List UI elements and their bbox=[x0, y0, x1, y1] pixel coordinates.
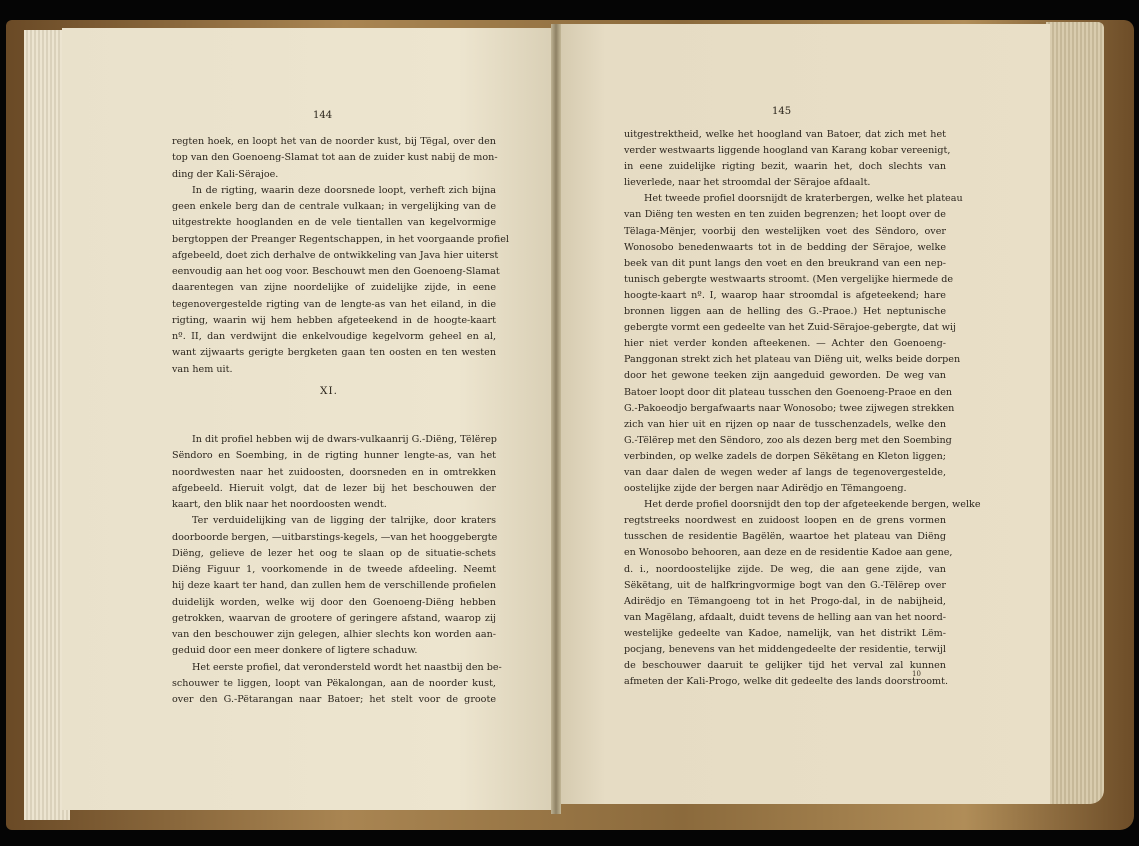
text-line: verder westwaarts liggende hoogland van Karang kobar vereenigt, bbox=[624, 145, 951, 157]
text-line: tegenovergestelde rigting van de lengte-as van het eiland, in die bbox=[172, 298, 496, 310]
right-page-text bbox=[624, 127, 981, 690]
text-line: zich van hier uit en rijzen op naar de tusschenzadels, welke den bbox=[624, 418, 946, 430]
text-line: Diëng Figuur 1, voorkomende in de tweede afdeeling. Neemt bbox=[172, 564, 496, 575]
paragraph bbox=[624, 497, 981, 690]
text-line: geen enkele berg dan de centrale vulkaan; in vergelijking van de bbox=[172, 201, 496, 212]
text-line: bergtoppen der Preanger Regentschappen, in het voorgaande profiel bbox=[172, 233, 509, 245]
text-line: hoogte-kaart nº. I, waarop haar stroomdal is afgeteekend; hare bbox=[624, 289, 946, 301]
text-line: Wonosobo benedenwaarts tot in de bedding der Sërajoe, welke bbox=[624, 241, 946, 253]
paragraph bbox=[172, 134, 496, 183]
text-line: afgebeeld. Hieruit volgt, dat de lezer bij het beschouwen der bbox=[172, 482, 496, 494]
text-line: G.-Pakoeodjo bergafwaarts naar Wonosobo; twee zijwegen strekken bbox=[624, 402, 955, 414]
text-line: van hem uit. bbox=[172, 363, 233, 375]
text-line: afmeten der Kali-Progo, welke dit gedeelte des lands doorstroomt. bbox=[624, 676, 949, 688]
text-line: in eene zuidelijke rigting bezit, waarin het, doch slechts van bbox=[624, 161, 946, 173]
text-line: Adirëdjo en Tëmangoeng tot in het Progo-dal, in de nabijheid, bbox=[624, 595, 946, 607]
text-line: van daar dalen de wegen weder af langs de tegenovergestelde, bbox=[624, 466, 946, 478]
text-line: uitgestrekte hooglanden en de vele tientallen van kegelvormige bbox=[172, 217, 496, 229]
text-line: Ter verduidelijking van de ligging der talrijke, door kraters bbox=[192, 515, 496, 527]
left-page-text-bottom bbox=[172, 432, 502, 708]
text-line: en Wonosobo behooren, aan deze en de residentie Kadoe aan gene, bbox=[624, 547, 953, 559]
text-line: Tëlaga-Mënjer, voorbij den westelijken voet des Sëndoro, over bbox=[624, 225, 946, 237]
text-line: Sëndoro en Soembing, in de rigting hunner lengte-as, van het bbox=[172, 450, 496, 462]
text-line: pocjang, benevens van het middengedeelte der residentie, terwijl bbox=[624, 644, 946, 655]
paragraph bbox=[624, 191, 963, 497]
text-line: Panggonan strekt zich het plateau van Diëng uit, welks beide dorpen bbox=[624, 354, 961, 366]
left-page-number: 144 bbox=[313, 110, 333, 121]
left-page-text-top bbox=[172, 134, 509, 378]
right-page-stack bbox=[1046, 22, 1104, 804]
text-line: uitgestrektheid, welke het hoogland van Batoer, dat zich met het bbox=[624, 129, 946, 140]
right-page-number: 145 bbox=[772, 106, 792, 117]
text-line: noordwesten naar het zuidoosten, doorsneden en in omtrekken bbox=[172, 466, 496, 478]
text-line: d. i., noordoostelijke zijde. De weg, die aan gene zijde, van bbox=[624, 563, 946, 575]
text-line: top van den Goenoeng-Slamat tot aan de zuider kust nabij de mon- bbox=[172, 152, 498, 164]
text-line: Het eerste profiel, dat verondersteld wordt het naastbij den be- bbox=[192, 661, 502, 673]
text-line: In dit profiel hebben wij de dwars-vulkaanrij G.-Diëng, Tëlërep bbox=[192, 434, 497, 445]
text-line: van Magëlang, afdaalt, duidt tevens de helling aan van het noord- bbox=[624, 611, 946, 623]
signature-mark: 10 bbox=[912, 670, 921, 678]
text-line: rigting, waarin wij hem hebben afgeteekend in de hoogte-kaart bbox=[172, 314, 496, 326]
text-line: de beschouwer daaruit te gelijker tijd het verval zal kunnen bbox=[624, 660, 946, 672]
text-line: nº. II, dan verdwijnt die enkelvoudige kegelvorm geheel en al, bbox=[172, 331, 496, 342]
text-line: bronnen liggen aan de helling des G.-Praoe.) Het neptunische bbox=[624, 306, 946, 318]
text-line: getrokken, waarvan de grootere of geringere afstand, waarop zij bbox=[172, 612, 496, 624]
text-line: lieverlede, naar het stroomdal der Sërajoe afdaalt. bbox=[624, 177, 871, 189]
text-line: schouwer te liggen, loopt van Pëkalongan, aan de noorder kust, bbox=[172, 677, 496, 689]
text-line: daarentegen van zijne noordelijke of zuidelijke zijde, in eene bbox=[172, 282, 496, 294]
text-line: gebergte vormt een gedeelte van het Zuid-Sërajoe-gebergte, dat wij bbox=[624, 322, 956, 334]
text-line: kaart, den blik naar het noordoosten wendt. bbox=[172, 499, 387, 510]
text-line: van den beschouwer zijn gelegen, alhier slechts kon worden aan- bbox=[172, 629, 496, 640]
text-line: tusschen de residentie Bagëlën, waartoe het plateau van Diëng bbox=[624, 531, 946, 543]
text-line: Het derde profiel doorsnijdt den top der afgeteekende bergen, welke bbox=[644, 499, 981, 511]
text-line: G.-Tëlërep met den Sëndoro, zoo als dezen berg met den Soembing bbox=[624, 434, 952, 446]
text-line: westelijke gedeelte van Kadoe, namelijk, van het distrikt Lëm- bbox=[624, 627, 946, 639]
text-line: oostelijke zijde der bergen naar Adirëdjo en Tëmangoeng. bbox=[624, 483, 907, 495]
paragraph bbox=[172, 660, 502, 709]
section-heading: XI. bbox=[320, 385, 338, 397]
text-line: Batoer loopt door dit plateau tusschen den Goenoeng-Praoe en den bbox=[624, 386, 953, 398]
text-line: regten hoek, en loopt het van de noorder kust, bij Tëgal, over den bbox=[172, 136, 496, 147]
text-line: van Diëng ten westen en ten zuiden begrenzen; het loopt over de bbox=[624, 209, 946, 221]
paragraph bbox=[172, 183, 509, 378]
text-line: want zijwaarts gerigte bergketen gaan ten oosten en ten westen bbox=[172, 347, 496, 359]
text-line: door het gewone teeken zijn aangeduid geworden. De weg van bbox=[624, 370, 946, 382]
text-line: duidelijk worden, welke wij door den Goenoeng-Diëng hebben bbox=[172, 596, 496, 608]
text-line: beek van dit punt langs den voet en den breukrand van een nep- bbox=[624, 257, 946, 269]
book-gutter bbox=[551, 24, 561, 814]
text-line: afgebeeld, doet zich derhalve de ontwikkeling van Java hier uiterst bbox=[172, 249, 499, 261]
text-line: eenvoudig aan het oog voor. Beschouwt men den Goenoeng-Slamat bbox=[172, 266, 500, 277]
text-line: regtstreeks noordwest en zuidoost loopen en de grens vormen bbox=[624, 515, 946, 527]
text-line: doorboorde bergen, —uitbarstings-kegels, —van het hooggebergte bbox=[172, 531, 498, 543]
text-line: geduid door een meer donkere of ligtere schaduw. bbox=[172, 645, 418, 657]
text-line: ding der Kali-Sërajoe. bbox=[172, 168, 279, 180]
text-line: over den G.-Pëtarangan naar Batoer; het stelt voor de groote bbox=[172, 694, 496, 705]
text-line: Diëng, gelieve de lezer het oog te slaan op de situatie-schets bbox=[172, 547, 496, 559]
paragraph bbox=[624, 127, 951, 191]
text-line: Sëkëtang, uit de halfkringvormige bogt van den G.-Tëlërep over bbox=[624, 579, 946, 591]
text-line: Het tweede profiel doorsnijdt de kraterbergen, welke het plateau bbox=[644, 193, 963, 205]
text-line: verbinden, op welke zadels de dorpen Sëkëtang en Kleton liggen; bbox=[624, 450, 946, 462]
text-line: hier niet verder konden afteekenen. — Achter den Goenoeng- bbox=[624, 338, 946, 350]
text-line: hij deze kaart ter hand, dan zullen hem de verschillende profielen bbox=[172, 580, 496, 592]
text-line: In de rigting, waarin deze doorsnede loopt, verheft zich bijna bbox=[192, 184, 496, 196]
text-line: tunisch gebergte westwaarts stroomt. (Men vergelijke hiermede de bbox=[624, 273, 954, 285]
paragraph bbox=[172, 513, 496, 659]
paragraph bbox=[172, 432, 496, 513]
